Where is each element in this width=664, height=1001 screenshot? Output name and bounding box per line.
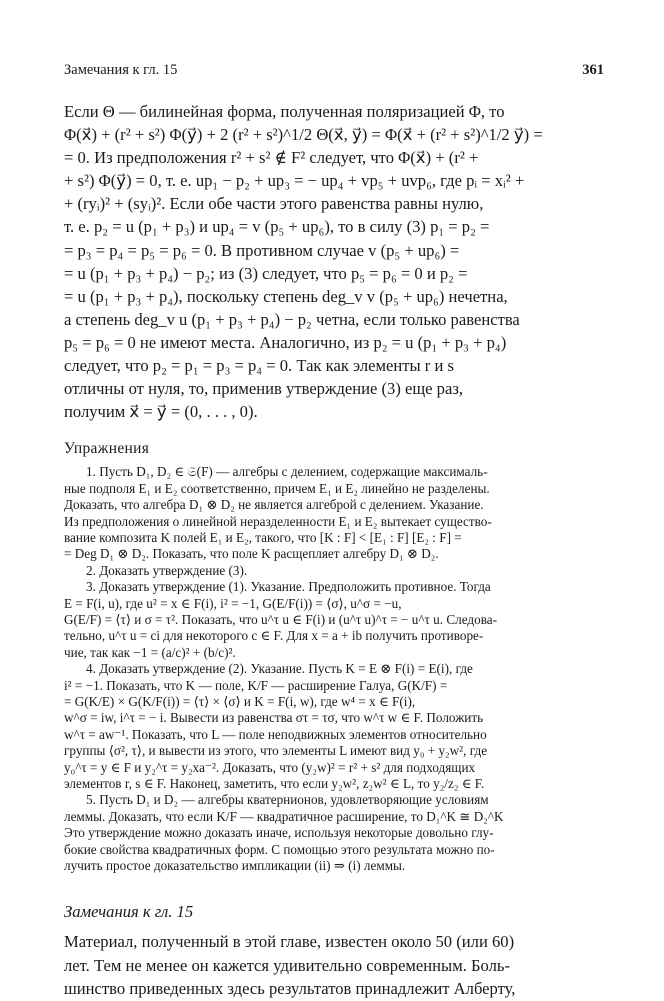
exercise-line: группы ⟨σ², τ⟩, и вывести из этого, что элементы L имеют вид y₀ + y₂w², где — [64, 743, 488, 759]
exercise-line: Доказать, что алгебра D₁ ⊗ D₂ не является алгеброй с делением. Указание. — [64, 497, 484, 513]
proof-line: + s²) Φ(y⃗) = 0, т. е. up₁ − p₂ + up₃ = − up₄ + vp₅ + uvp₆, где pᵢ = xᵢ² + — [64, 171, 525, 191]
proof-paragraph — [64, 100, 604, 423]
proof-line: Если Θ — билинейная форма, полученная поляризацией Φ, то — [64, 102, 505, 121]
proof-line: = p₃ = p₄ = p₅ = p₆ = 0. В противном случае v (p₅ + up₆) = — [64, 240, 460, 260]
proof-line: + (ryᵢ)² + (syᵢ)². Если обе части этого равенства равны нулю, — [64, 194, 484, 214]
exercise-line: 5. Пусть D₁ и D₂ — алгебры кватернионов, удовлетворяющие условиям — [86, 792, 489, 808]
chapter-note-title: Замечания к гл. 15 — [64, 62, 178, 78]
exercises-heading: Упражнения — [64, 440, 150, 458]
notes-heading: Замечания к гл. 15 — [64, 902, 194, 922]
book-page — [64, 62, 604, 1001]
exercises-list — [64, 464, 604, 874]
proof-line: Φ(x⃗) + (r² + s²) Φ(y⃗) + 2 (r² + s²)^1/2 Θ(x⃗, y⃗) = Φ(x⃗ + (r² + s²)^1/2 y⃗) = — [64, 125, 543, 145]
notes-line: шинство приведенных здесь результатов принадлежит Алберту, — [64, 979, 516, 999]
exercise-line: E = F(i, u), где u² = x ∈ F(i), i² = −1, G(E/F(i)) = ⟨σ⟩, u^σ = −u, — [64, 595, 402, 611]
proof-line: = u (p₁ + p₃ + p₄), поскольку степень deg_v v (p₅ + up₆) нечетна, — [64, 286, 508, 306]
exercise-line: = G(K/E) × G(K/F(i)) = ⟨τ⟩ × ⟨σ⟩ и K = F(i, w), где w⁴ = x ∈ F(i), — [64, 694, 416, 709]
exercise-line: элементов r, s ∈ F. Наконец, заметить, что если y₂w², z₂w² ∈ L, то y₂/z₂ ∈ F. — [64, 776, 485, 792]
exercise-line: y₀^τ = y ∈ F и y₂^τ = y₂xa⁻². Доказать, что (y₂w)² = r² + s² для подходящих — [64, 759, 476, 775]
exercise-line: 4. Доказать утверждение (2). Указание. Пусть K = E ⊗ F(i) = E(i), где — [86, 661, 473, 677]
exercise-line: бокие свойства квадратичных форм. С помощью этого результата можно по- — [64, 841, 495, 857]
notes-line: лет. Тем не менее он кажется удивительно современным. Боль- — [64, 955, 510, 975]
proof-line: = 0. Из предположения r² + s² ∉ F² следует, что Φ(x⃗) + (r² + — [64, 148, 479, 168]
exercise-line: 3. Доказать утверждение (1). Указание. Предположить противное. Тогда — [86, 579, 491, 595]
exercise-line: тельно, u^τ u = ci для некоторого c ∈ F. Для x = a + ib получить противоре- — [64, 628, 484, 644]
exercise-line: G(E/F) = ⟨τ⟩ и σ = τ². Показать, что u^τ u ∈ F(i) и (u^τ u)^τ = − u^τ u. Следова- — [64, 611, 497, 627]
proof-line: а степень deg_v u (p₁ + p₃ + p₄) − p₂ четна, если только равенства — [64, 309, 520, 329]
exercise-line: чие, так как −1 = (a/c)² + (b/c)². — [64, 644, 236, 660]
proof-line: p₅ = p₆ = 0 не имеют места. Аналогично, из p₂ = u (p₁ + p₃ + p₄) — [64, 332, 507, 352]
exercise-line: леммы. Доказать, что если K/F — квадратичное расширение, то D₁^K ≅ D₂^K — [64, 808, 504, 824]
exercise-line: = Deg D₁ ⊗ D₂. Показать, что поле K расщепляет алгебру D₁ ⊗ D₂. — [64, 546, 439, 562]
running-head — [64, 62, 604, 84]
exercise-line: 2. Доказать утверждение (3). — [86, 562, 248, 578]
exercise-line: ные подполя E₁ и E₂ соответственно, причем E₁ и E₂ линейно не разделены. — [64, 480, 490, 496]
proof-line: т. е. p₂ = u (p₁ + p₃) и up₄ = v (p₅ + up₆), то в силу (3) p₁ = p₂ = — [64, 217, 490, 237]
page-number: 361 — [582, 62, 604, 78]
proof-line: следует, что p₂ = p₁ = p₃ = p₄ = 0. Так как элементы r и s — [64, 356, 454, 376]
exercise-line: 1. Пусть D₁, D₂ ∈ 𝔖(F) — алгебры с делением, содержащие максималь- — [86, 464, 488, 480]
proof-line: = u (p₁ + p₃ + p₄) − p₂; из (3) следует, что p₅ = p₆ = 0 и p₂ = — [64, 263, 468, 283]
exercise-line: w^σ = iw, i^τ = − i. Вывести из равенства στ = τσ, что w^τ w ∈ F. Положить — [64, 710, 484, 726]
proof-line: отличны от нуля, то, применив утверждение (3) еще раз, — [64, 379, 464, 399]
exercise-line: i² = −1. Показать, что K — поле, K/F — расширение Галуа, G(K/F) = — [64, 677, 448, 693]
exercise-line: w^τ = aw⁻¹. Показать, что L — поле неподвижных элементов относительно — [64, 726, 487, 742]
exercise-line: Это утверждение можно доказать иначе, используя некоторые довольно глу- — [64, 825, 494, 841]
proof-line: получим x⃗ = y⃗ = (0, . . . , 0). — [64, 402, 258, 422]
notes-paragraph — [64, 930, 604, 1001]
exercise-line: лучить простое доказательство импликации (ii) ⇒ (i) леммы. — [64, 858, 406, 874]
notes-line: Материал, полученный в этой главе, известен около 50 (или 60) — [64, 932, 515, 952]
exercise-line: Из предположения о линейной неразделенности E₁ и E₂ вытекает существо- — [64, 513, 492, 529]
exercise-line: вание композита K полей E₁ и E₂, такого, что [K : F] < [E₁ : F] [E₂ : F] = — [64, 529, 462, 545]
